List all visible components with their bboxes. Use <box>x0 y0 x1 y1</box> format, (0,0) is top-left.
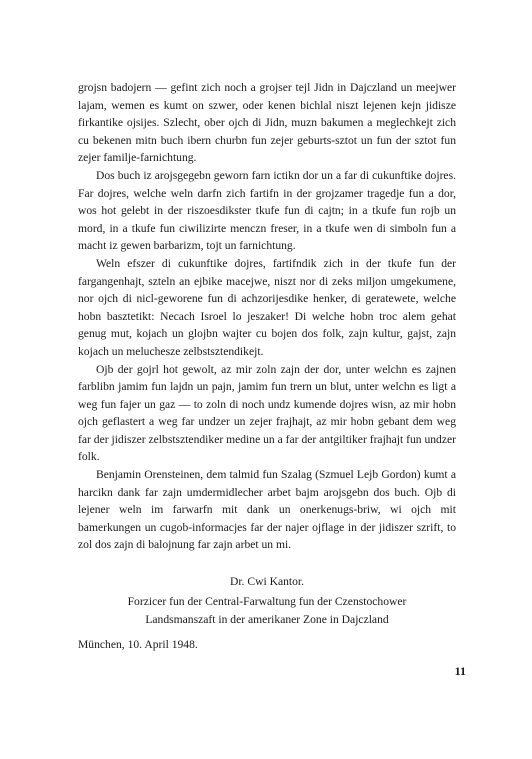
dateline: München, 10. April 1948. <box>78 638 198 651</box>
paragraph-4: Ojb der gojrl hot gewolt, az mir zoln zajn der dor, unter welchn es zajnen farblibn jamim fun lajdn un pajn, jamim fun trern un blut, unter welchn es ligt a weg fun fajer un gaz — to zoln di noch undz kumende dojres wisn, az mir hobn ojch geflastert a weg far undzer un zejer frajhajt, az mir hobn gebant dem weg far der jidiszer zelbstsztendiker medine un a far der antgiltiker frajhajt fun undzer folk. <box>78 362 456 464</box>
paragraph-5: Benjamin Orensteinen, dem talmid fun Szalag (Szmuel Lejb Gordon) kumt a harcikn dank far zajn umdermidlecher arbet bajm arojsgebn dos buch. Ojb di lejener weln im farwarfn mit dank un onerkenugs-briw, wi ojch mit bamerkungen un cugob-informacjes far der najer ojflage in der jidiszer szrift, to zol dos zajn di balojnung far zajn arbet un mi. <box>78 468 456 552</box>
page-number: 11 <box>454 664 466 678</box>
paragraph-1: grojsn badojern — gefint zich noch a grojser tejl Jidn in Dajczland un meejwer lajam, wemen es kumt on szwer, oder kenen bichlal niszt lejenen kejn jidisze firkantike ojsijes. Szlecht, ober ojch di Jidn, muzn bakumen a meglechkejt zich cu bekenen mitn buch ibern churbn fun zejer geburts-sztot un fun der sztot fun zejer familje-farnichtung. <box>78 81 456 165</box>
signature-title: Forzicer fun der Central-Farwaltung fun der Czenstochower <box>127 595 407 608</box>
signature-name: Dr. Cwi Kantor. <box>229 575 305 588</box>
paragraph-3: Weln efszer di cukunftike dojres, fartifndik zich in der tkufe fun der fargangenhajt, szteln an ejbike macejwe, niszt nor di zeks miljon umgekumene, nor ojch di nicl-geworene fun di achzorijesdike henker, di geratewete, welche hobn basztetikt: Necach Isroel lo jeszaker! Di welche hobn troc alem gehat genug mut, kojach un glojbn wajter cu bojen dos folk, zajn kultur, gajst, zajn kojach un meluchesze zelbstsztendikejt. <box>78 256 456 358</box>
body-text <box>78 79 456 554</box>
paragraph-2: Dos buch iz arojsgegebn geworn farn ictikn dor un a far di cukunftike dojres. Far dojres, welche weln darfn zich fartifn in der grojzamer tragedje fun a dor, wos hot gelebt in der riszoesdikster tkufe fun di cajtn; in a tkufe fun rojb un mord, in a tkufe fun ciwilizirte menczn freser, in a tkufe wen di simboln fun a macht iz gewen barbarizm, tojt un farnichtung. <box>78 168 456 253</box>
signature-subtitle: Landsmanszaft in der amerikaner Zone in Dajczland <box>145 613 389 626</box>
